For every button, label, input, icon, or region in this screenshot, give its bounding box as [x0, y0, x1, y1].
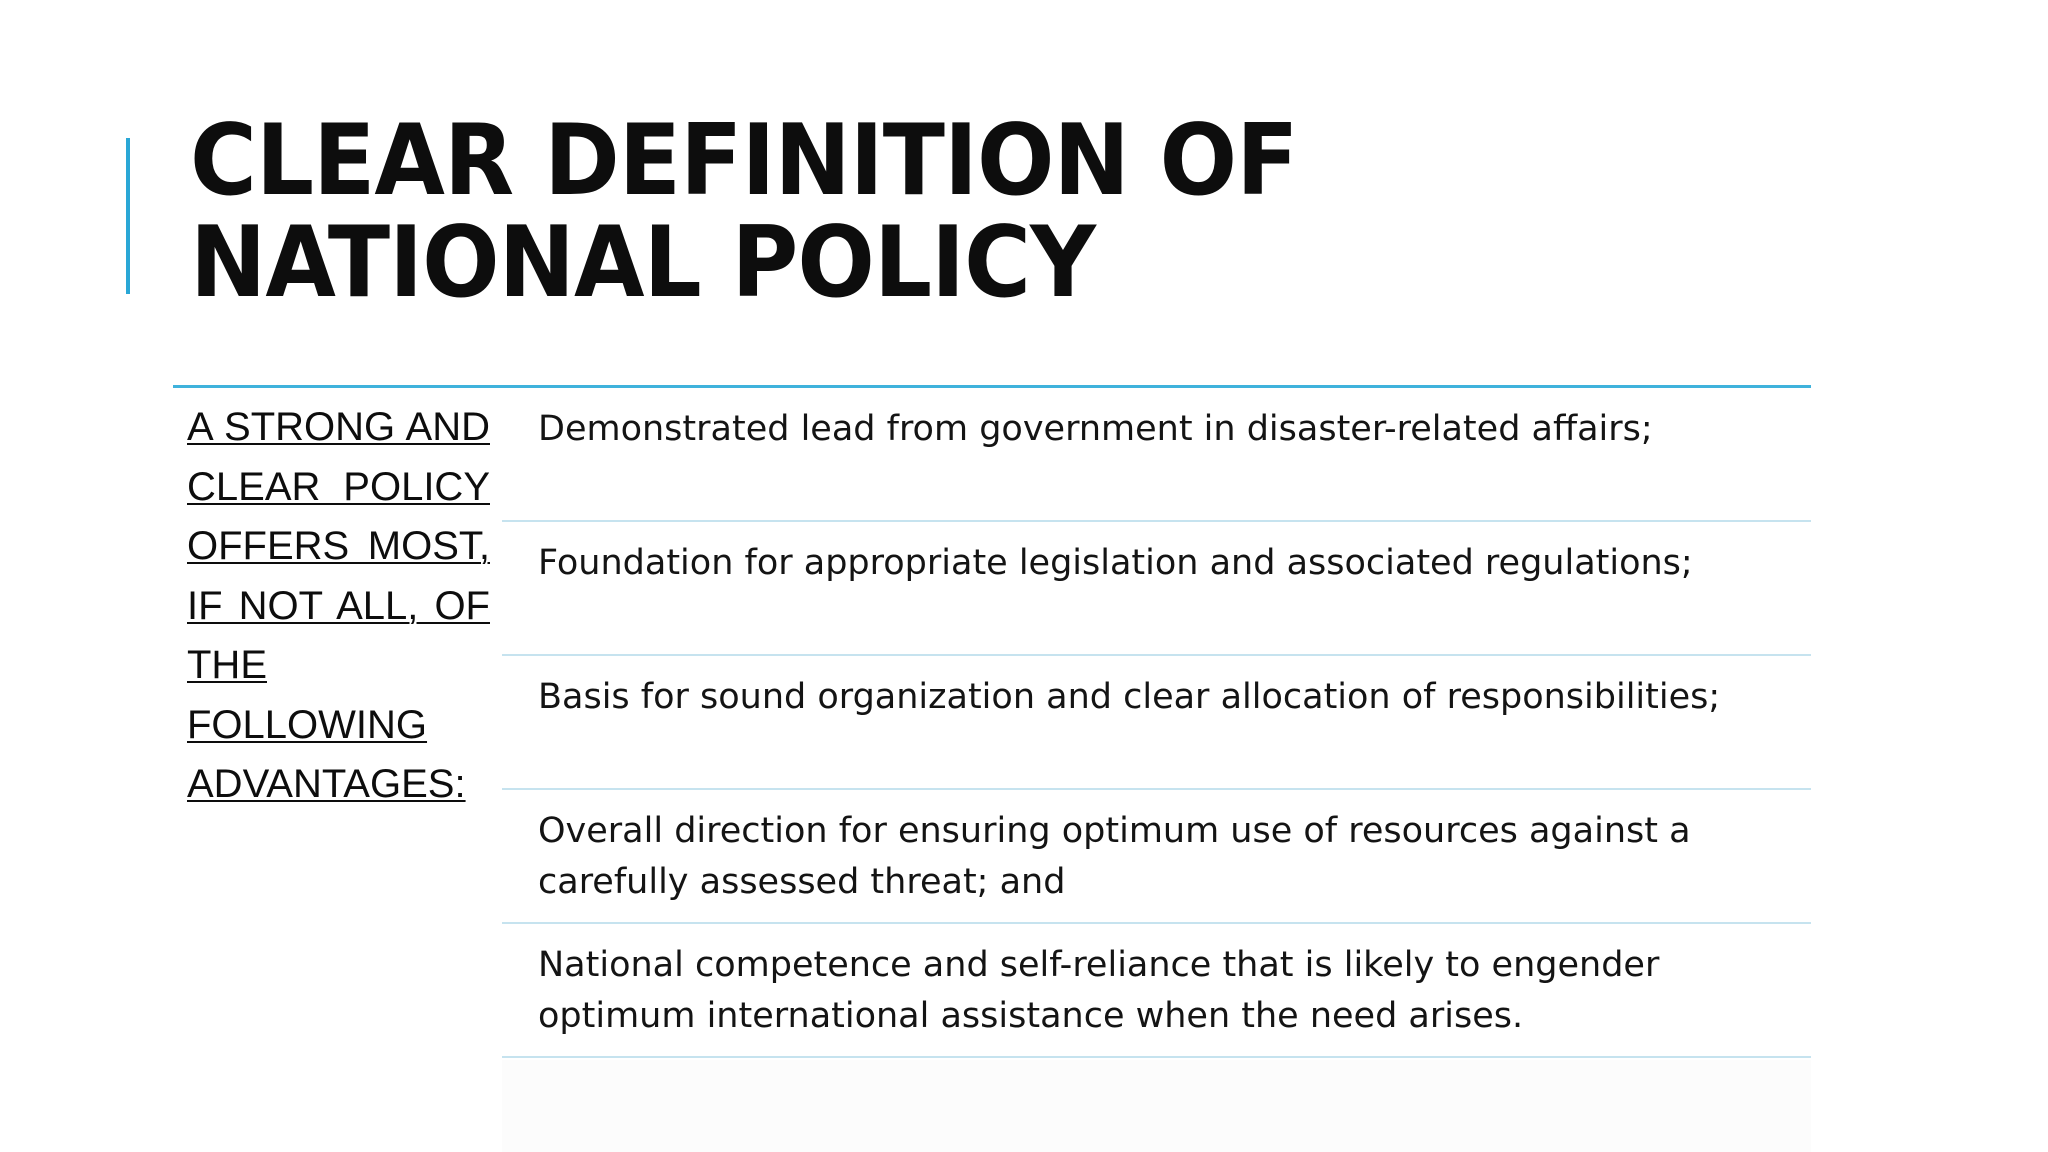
- list-item: Overall direction for ensuring optimum use of resources against a carefully assessed threat; and: [502, 790, 1811, 924]
- footer-shade: [502, 1060, 1811, 1152]
- advantages-list: [502, 388, 1811, 1058]
- list-item: Demonstrated lead from government in disaster-related affairs;: [502, 388, 1811, 522]
- left-heading: A STRONG AND CLEAR POLICY OFFERS MOST, IF NOT ALL, OF THE FOLLOWING ADVANTAGES:: [187, 405, 490, 806]
- list-item: Foundation for appropriate legislation and associated regulations;: [502, 522, 1811, 656]
- list-item: Basis for sound organization and clear allocation of responsibilities;: [502, 656, 1811, 790]
- slide-title: CLEAR DEFINITION OF NATIONAL POLICY: [190, 104, 1298, 320]
- list-item: National competence and self-reliance that is likely to engender optimum international assistance when the need arises.: [502, 924, 1811, 1058]
- title-accent-bar: [126, 138, 130, 294]
